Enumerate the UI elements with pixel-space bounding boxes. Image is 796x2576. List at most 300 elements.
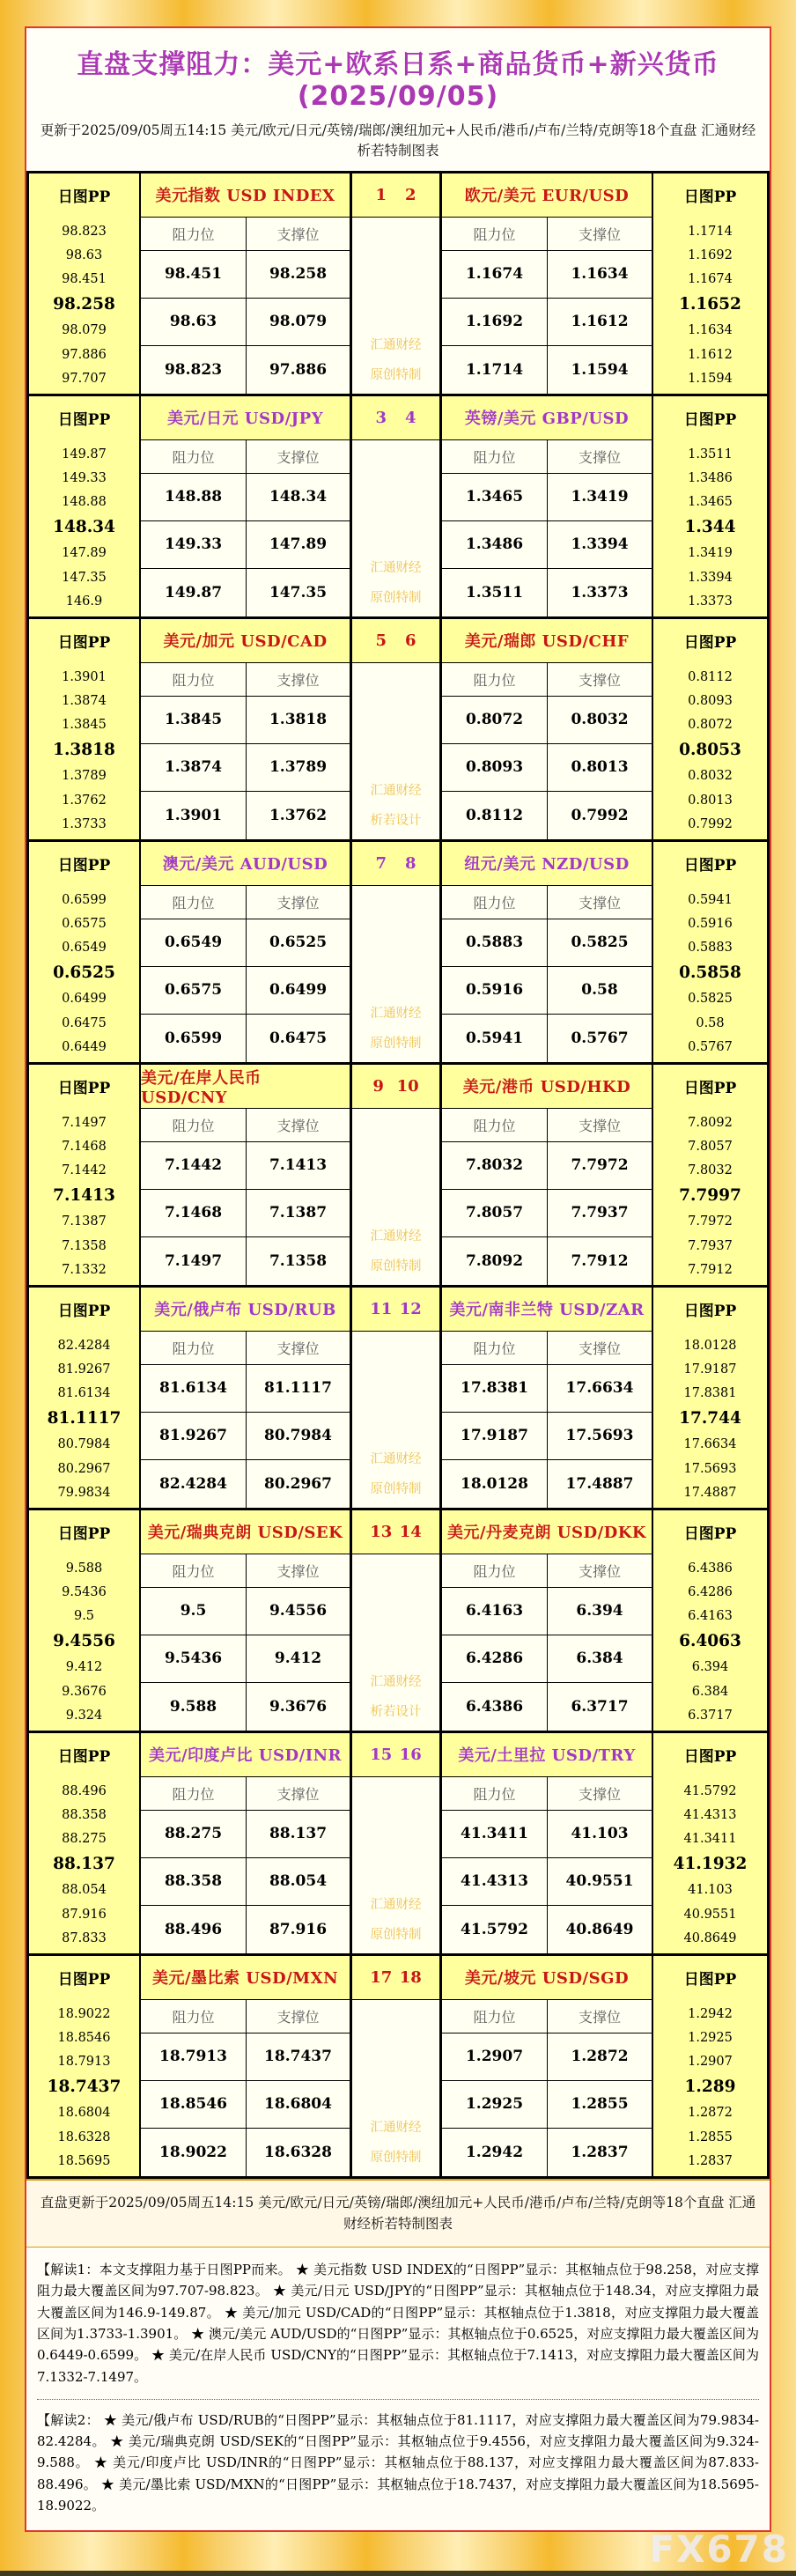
support-value: 97.886 xyxy=(247,346,352,394)
pp-value: 41.3411 xyxy=(683,1832,737,1847)
pp-header-left: 日图PP xyxy=(29,1956,141,2000)
pp-value: 1.3733 xyxy=(62,816,107,831)
support-value: 0.6525 xyxy=(247,919,352,967)
support-label: 支撑位 xyxy=(548,218,653,251)
resistance-value: 7.8032 xyxy=(442,1142,548,1190)
pp-ladder-right xyxy=(653,886,767,1062)
pp-value: 1.1594 xyxy=(688,371,733,386)
resistance-value: 18.0128 xyxy=(442,1460,548,1508)
support-value: 147.89 xyxy=(247,521,352,569)
pp-value: 149.33 xyxy=(62,470,107,485)
support-value: 80.7984 xyxy=(247,1413,352,1460)
pp-value: 87.916 xyxy=(62,1907,107,1922)
resistance-value: 1.2942 xyxy=(442,2129,548,2176)
pp-value: 7.1387 xyxy=(62,1214,107,1229)
pp-ladder-right xyxy=(653,1554,767,1731)
pp-header-right: 日图PP xyxy=(653,1065,767,1109)
resistance-label: 阻力位 xyxy=(442,2000,548,2033)
pair-title-right: 美元/坡元 USD/SGD xyxy=(442,1956,653,2000)
support-label: 支撑位 xyxy=(548,440,653,474)
pp-value: 88.496 xyxy=(62,1783,107,1798)
resistance-label: 阻力位 xyxy=(442,1554,548,1588)
pair-number-left: 5 xyxy=(375,631,387,650)
pp-value: 88.054 xyxy=(62,1883,107,1898)
pp-value: 0.8013 xyxy=(688,793,733,808)
pp-value: 6.4286 xyxy=(688,1584,733,1599)
pp-value: 7.8092 xyxy=(688,1115,733,1130)
resistance-value: 88.358 xyxy=(141,1858,247,1906)
support-value: 80.2967 xyxy=(247,1460,352,1508)
pp-value: 18.0128 xyxy=(683,1338,737,1353)
pp-value: 81.9267 xyxy=(57,1362,111,1377)
support-label: 支撑位 xyxy=(548,1109,653,1142)
pp-value: 1.1714 xyxy=(688,224,733,239)
pp-ladder-right xyxy=(653,440,767,616)
support-value: 1.3373 xyxy=(548,569,653,616)
pp-value: 88.275 xyxy=(62,1832,107,1847)
resistance-value: 6.4386 xyxy=(442,1683,548,1731)
pair-number-left: 13 xyxy=(370,1522,393,1541)
pp-pivot-value: 6.4063 xyxy=(679,1632,741,1651)
watermark-line: 汇通财经 xyxy=(370,1674,422,1689)
support-value: 1.1634 xyxy=(548,251,653,299)
support-value: 7.1413 xyxy=(247,1142,352,1190)
pp-ladder-left xyxy=(29,1777,141,1953)
support-value: 148.34 xyxy=(247,474,352,521)
pp-value: 6.384 xyxy=(691,1684,729,1699)
pair-title-right: 英镑/美元 GBP/USD xyxy=(442,396,653,440)
resistance-value: 1.1692 xyxy=(442,299,548,346)
support-value: 81.1117 xyxy=(247,1365,352,1413)
pp-value: 0.58 xyxy=(696,1015,725,1030)
pp-header-left: 日图PP xyxy=(29,1733,141,1777)
resistance-value: 6.4286 xyxy=(442,1635,548,1683)
pp-value: 41.4313 xyxy=(683,1807,737,1822)
pp-pivot-value: 18.7437 xyxy=(47,2078,122,2097)
support-label: 支撑位 xyxy=(247,663,352,697)
pp-header-right: 日图PP xyxy=(653,396,767,440)
pair-title-right: 美元/土里拉 USD/TRY xyxy=(442,1733,653,1777)
pp-value: 0.5767 xyxy=(688,1039,733,1054)
resistance-value: 0.5916 xyxy=(442,967,548,1015)
pp-value: 9.588 xyxy=(65,1561,103,1576)
pp-ladder-right xyxy=(653,1332,767,1508)
resistance-label: 阻力位 xyxy=(141,218,247,251)
resistance-label: 阻力位 xyxy=(442,440,548,474)
support-value: 0.58 xyxy=(548,967,653,1015)
watermark-line: 原创特制 xyxy=(370,1036,422,1051)
pp-value: 9.3676 xyxy=(62,1684,107,1699)
pp-value: 6.4163 xyxy=(688,1609,733,1624)
pp-pivot-value: 1.3818 xyxy=(53,741,115,760)
pp-value: 7.7912 xyxy=(688,1262,733,1277)
resistance-value: 17.9187 xyxy=(442,1413,548,1460)
pp-ladder-left xyxy=(29,218,141,394)
pair-title-right: 美元/瑞郎 USD/CHF xyxy=(442,619,653,663)
resistance-label: 阻力位 xyxy=(442,1109,548,1142)
site-watermark xyxy=(352,218,442,394)
pp-value: 80.7984 xyxy=(57,1437,111,1452)
pair-number-left: 17 xyxy=(370,1967,393,1987)
support-value: 18.6804 xyxy=(247,2081,352,2129)
pp-ladder-left xyxy=(29,1554,141,1731)
resistance-value: 82.4284 xyxy=(141,1460,247,1508)
pair-title-left: 美元指数 USD INDEX xyxy=(141,173,352,218)
pair-title-left: 美元/印度卢比 USD/INR xyxy=(141,1733,352,1777)
watermark-line: 汇通财经 xyxy=(370,783,422,798)
pair-number-left: 15 xyxy=(370,1745,393,1764)
pair-numbers xyxy=(352,1288,442,1332)
pair-title-left: 美元/俄卢布 USD/RUB xyxy=(141,1288,352,1332)
support-value: 1.3789 xyxy=(247,744,352,792)
resistance-value: 0.8112 xyxy=(442,792,548,839)
pair-title-left: 美元/日元 USD/JPY xyxy=(141,396,352,440)
support-value: 7.7912 xyxy=(548,1237,653,1285)
currency-pair-block xyxy=(29,1510,767,1733)
support-value: 40.9551 xyxy=(548,1858,653,1906)
resistance-value: 88.275 xyxy=(141,1811,247,1858)
footer-summary: 直盘更新于2025/09/05周五14:15 美元/欧元/日元/英镑/瑞郎/澳纽加元+人民币/港币/卢布/兰特/克朗等18个直盘 汇通财经析若特制图表 xyxy=(26,2179,770,2248)
watermark-line: 原创特制 xyxy=(370,590,422,605)
resistance-label: 阻力位 xyxy=(141,886,247,919)
resistance-value: 0.5883 xyxy=(442,919,548,967)
pp-value: 0.8032 xyxy=(688,769,733,784)
currency-pair-block xyxy=(29,173,767,396)
pp-header-left: 日图PP xyxy=(29,1288,141,1332)
resistance-value: 7.1442 xyxy=(141,1142,247,1190)
pair-numbers xyxy=(352,1510,442,1554)
resistance-value: 1.3486 xyxy=(442,521,548,569)
pp-value: 40.8649 xyxy=(683,1930,737,1945)
pp-header-left: 日图PP xyxy=(29,1065,141,1109)
support-value: 88.137 xyxy=(247,1811,352,1858)
pp-value: 1.2855 xyxy=(688,2129,733,2144)
watermark-line: 汇通财经 xyxy=(370,337,422,352)
pp-pivot-value: 98.258 xyxy=(53,295,115,314)
pp-value: 1.2872 xyxy=(688,2106,733,2121)
pp-value: 7.1497 xyxy=(62,1115,107,1130)
pp-value: 1.1674 xyxy=(688,272,733,287)
pp-value: 149.87 xyxy=(62,447,107,461)
pp-pivot-value: 0.8053 xyxy=(679,741,741,760)
pp-pivot-value: 17.744 xyxy=(679,1409,741,1428)
pp-value: 9.324 xyxy=(65,1708,103,1723)
resistance-label: 阻力位 xyxy=(141,440,247,474)
support-value: 6.384 xyxy=(548,1635,653,1683)
currency-pair-block xyxy=(29,1288,767,1510)
pp-value: 98.63 xyxy=(65,247,103,262)
currency-pair-block xyxy=(29,1956,767,2176)
support-value: 9.4556 xyxy=(247,1588,352,1635)
pair-number-left: 3 xyxy=(375,408,387,427)
support-value: 7.7937 xyxy=(548,1190,653,1237)
resistance-label: 阻力位 xyxy=(141,663,247,697)
support-value: 0.5767 xyxy=(548,1015,653,1062)
pair-title-left: 澳元/美元 AUD/USD xyxy=(141,842,352,886)
pp-value: 18.6804 xyxy=(57,2106,111,2121)
watermark-line: 原创特制 xyxy=(370,367,422,382)
pp-ladder-left xyxy=(29,663,141,839)
support-label: 支撑位 xyxy=(247,1332,352,1365)
support-value: 17.5693 xyxy=(548,1413,653,1460)
pp-header-right: 日图PP xyxy=(653,1510,767,1554)
support-value: 17.6634 xyxy=(548,1365,653,1413)
watermark-line: 汇通财经 xyxy=(370,1897,422,1912)
pp-value: 0.6549 xyxy=(62,941,107,956)
pp-value: 1.1692 xyxy=(688,247,733,262)
pp-value: 7.7972 xyxy=(688,1214,733,1229)
pp-value: 80.2967 xyxy=(57,1461,111,1476)
pp-value: 40.9551 xyxy=(683,1907,737,1922)
resistance-value: 41.5792 xyxy=(442,1906,548,1953)
currency-pair-block xyxy=(29,1065,767,1288)
pp-pivot-value: 1.344 xyxy=(684,518,736,537)
support-value: 0.6475 xyxy=(247,1015,352,1062)
support-value: 6.394 xyxy=(548,1588,653,1635)
support-value: 147.35 xyxy=(247,569,352,616)
pair-numbers xyxy=(352,1956,442,2000)
support-label: 支撑位 xyxy=(548,663,653,697)
pp-value: 1.2837 xyxy=(688,2153,733,2168)
resistance-label: 阻力位 xyxy=(141,1554,247,1588)
watermark-line: 汇通财经 xyxy=(370,560,422,575)
pp-value: 9.412 xyxy=(65,1660,103,1675)
support-value: 7.7972 xyxy=(548,1142,653,1190)
resistance-value: 149.33 xyxy=(141,521,247,569)
watermark-line: 汇通财经 xyxy=(370,1006,422,1021)
pp-ladder-left xyxy=(29,440,141,616)
pp-value: 1.2907 xyxy=(688,2055,733,2070)
resistance-value: 1.2907 xyxy=(442,2033,548,2081)
support-value: 18.6328 xyxy=(247,2129,352,2176)
watermark-line: 汇通财经 xyxy=(370,2120,422,2135)
pp-value: 0.6475 xyxy=(62,1015,107,1030)
pp-value: 97.707 xyxy=(62,371,107,386)
content-panel xyxy=(25,26,771,2532)
resistance-label: 阻力位 xyxy=(141,1777,247,1811)
resistance-value: 0.5941 xyxy=(442,1015,548,1062)
note-interpretation-2: 【解读2： ★ 美元/俄卢布 USD/RUB的“日图PP”显示：其枢轴点位于81.1117，对应支撑阻力最大覆盖区间为79.9834-82.4284。 ★ 美元/瑞典克朗 USD/SEK的“日图PP”显示：其枢轴点位于9.4556，对应支撑阻力最大覆盖区间为9.324-9.588。 ★ 美元/印度卢比 USD/INR的“日图PP”显示：其枢轴点位于88.137，对应支撑阻力最大覆盖区间为87.833-88.496。 ★ 美元/墨比索 USD/MXN的“日图PP”显示：其枢轴点位于18.7437，对应支撑阻力最大覆盖区间为18.5695-18.9022。 xyxy=(37,2411,759,2514)
resistance-label: 阻力位 xyxy=(442,1332,548,1365)
resistance-value: 1.2925 xyxy=(442,2081,548,2129)
resistance-value: 7.8057 xyxy=(442,1190,548,1237)
note-interpretation-1: 【解读1：本文支撑阻力基于日图PP而来。 ★ 美元指数 USD INDEX的“日图PP”显示：其枢轴点位于98.258，对应支撑阻力最大覆盖区间为97.707-98.823。 ★ 美元/日元 USD/JPY的“日图PP”显示：其枢轴点位于148.34，对应支撑阻力最大覆盖区间为146.9-149.87。 ★ 美元/加元 USD/CAD的“日图PP”显示：其枢轴点位于1.3818，对应支撑阻力最大覆盖区间为1.3733-1.3901。 ★ 澳元/美元 AUD/USD的“日图PP”显示：其枢轴点位于0.6525，对应支撑阻力最大覆盖区间为0.6449-0.6599。 ★ 美元/在岸人民币 USD/CNY的“日图PP”显示：其枢轴点位于7.1413，对应支撑阻力最大覆盖区间为7.1332-7.1497。 xyxy=(37,2259,759,2400)
support-value: 1.2855 xyxy=(548,2081,653,2129)
pp-value: 17.8381 xyxy=(683,1386,737,1401)
pair-number-right: 10 xyxy=(396,1076,419,1096)
pair-numbers xyxy=(352,396,442,440)
pp-ladder-left xyxy=(29,2000,141,2176)
pp-pivot-value: 0.6525 xyxy=(53,963,115,983)
resistance-value: 98.823 xyxy=(141,346,247,394)
watermark-line: 原创特制 xyxy=(370,1258,422,1273)
pair-title-right: 欧元/美元 EUR/USD xyxy=(442,173,653,218)
pair-number-left: 11 xyxy=(370,1299,393,1318)
resistance-value: 98.63 xyxy=(141,299,247,346)
resistance-label: 阻力位 xyxy=(141,1332,247,1365)
pp-value: 9.5 xyxy=(73,1609,95,1624)
site-watermark xyxy=(352,886,442,1062)
pp-value: 18.7913 xyxy=(57,2055,111,2070)
pp-value: 87.833 xyxy=(62,1930,107,1945)
pp-pivot-value: 7.1413 xyxy=(53,1186,115,1206)
pp-header-left: 日图PP xyxy=(29,842,141,886)
resistance-value: 1.1674 xyxy=(442,251,548,299)
site-watermark xyxy=(352,1554,442,1731)
support-value: 1.3394 xyxy=(548,521,653,569)
resistance-value: 0.8093 xyxy=(442,744,548,792)
currency-pair-block xyxy=(29,396,767,619)
site-watermark xyxy=(352,663,442,839)
pp-value: 146.9 xyxy=(65,594,103,609)
pp-value: 18.5695 xyxy=(57,2153,111,2168)
pp-header-right: 日图PP xyxy=(653,619,767,663)
resistance-value: 1.3511 xyxy=(442,569,548,616)
resistance-value: 88.496 xyxy=(141,1906,247,1953)
pair-title-right: 美元/南非兰特 USD/ZAR xyxy=(442,1288,653,1332)
pp-value: 98.451 xyxy=(62,272,107,287)
watermark-line: 原创特制 xyxy=(370,1927,422,1942)
pp-value: 7.1358 xyxy=(62,1238,107,1253)
support-value: 1.3419 xyxy=(548,474,653,521)
pair-number-right: 2 xyxy=(404,185,416,204)
pp-header-right: 日图PP xyxy=(653,1956,767,2000)
pp-value: 1.2942 xyxy=(688,2006,733,2021)
pp-value: 0.8112 xyxy=(688,669,733,684)
pp-header-right: 日图PP xyxy=(653,1288,767,1332)
pp-value: 98.079 xyxy=(62,323,107,338)
pair-title-left: 美元/在岸人民币 USD/CNY xyxy=(141,1065,352,1109)
pp-value: 41.5792 xyxy=(683,1783,737,1798)
pp-value: 7.1468 xyxy=(62,1139,107,1154)
pair-title-left: 美元/加元 USD/CAD xyxy=(141,619,352,663)
pp-value: 1.3845 xyxy=(62,718,107,733)
support-label: 支撑位 xyxy=(247,440,352,474)
pp-value: 147.89 xyxy=(62,546,107,561)
pp-ladder-left xyxy=(29,886,141,1062)
pp-value: 148.88 xyxy=(62,495,107,510)
support-value: 87.916 xyxy=(247,1906,352,1953)
pp-value: 1.3486 xyxy=(688,470,733,485)
pp-header-left: 日图PP xyxy=(29,396,141,440)
pp-pivot-value: 148.34 xyxy=(53,518,115,537)
resistance-label: 阻力位 xyxy=(442,1777,548,1811)
support-value: 1.1594 xyxy=(548,346,653,394)
pp-value: 1.1634 xyxy=(688,323,733,338)
pp-value: 1.3394 xyxy=(688,570,733,585)
gold-footer-band xyxy=(0,2528,796,2572)
support-label: 支撑位 xyxy=(247,2000,352,2033)
resistance-value: 17.8381 xyxy=(442,1365,548,1413)
support-label: 支撑位 xyxy=(247,1777,352,1811)
pp-value: 6.394 xyxy=(691,1660,729,1675)
pp-value: 1.3511 xyxy=(688,447,733,461)
support-value: 1.3762 xyxy=(247,792,352,839)
bottom-strip xyxy=(0,2571,796,2576)
pp-header-left: 日图PP xyxy=(29,173,141,218)
watermark-line: 汇通财经 xyxy=(370,1451,422,1466)
pair-number-left: 7 xyxy=(375,853,387,873)
pp-value: 18.9022 xyxy=(57,2006,111,2021)
resistance-value: 1.3465 xyxy=(442,474,548,521)
watermark-line: 原创特制 xyxy=(370,1481,422,1496)
pp-value: 0.5825 xyxy=(688,992,733,1007)
pp-value: 1.1612 xyxy=(688,347,733,362)
resistance-value: 7.1468 xyxy=(141,1190,247,1237)
support-value: 7.1387 xyxy=(247,1190,352,1237)
watermark-line: 原创特制 xyxy=(370,2150,422,2165)
support-value: 1.2837 xyxy=(548,2129,653,2176)
support-value: 9.3676 xyxy=(247,1683,352,1731)
pp-value: 6.3717 xyxy=(688,1708,733,1723)
pp-pivot-value: 1.1652 xyxy=(679,295,741,314)
pp-value: 18.6328 xyxy=(57,2129,111,2144)
pp-value: 7.7937 xyxy=(688,1238,733,1253)
pp-value: 7.1332 xyxy=(62,1262,107,1277)
support-label: 支撑位 xyxy=(247,886,352,919)
resistance-value: 149.87 xyxy=(141,569,247,616)
pp-ladder-right xyxy=(653,218,767,394)
resistance-label: 阻力位 xyxy=(442,663,548,697)
support-label: 支撑位 xyxy=(247,1554,352,1588)
resistance-value: 0.6575 xyxy=(141,967,247,1015)
pair-title-right: 纽元/美元 NZD/USD xyxy=(442,842,653,886)
currency-pair-block xyxy=(29,619,767,842)
pair-number-left: 9 xyxy=(372,1076,384,1096)
support-value: 0.6499 xyxy=(247,967,352,1015)
pair-title-right: 美元/丹麦克朗 USD/DKK xyxy=(442,1510,653,1554)
site-watermark xyxy=(352,1332,442,1508)
site-watermark xyxy=(352,1777,442,1953)
pp-value: 17.5693 xyxy=(683,1461,737,1476)
pair-numbers xyxy=(352,1733,442,1777)
pair-number-right: 18 xyxy=(399,1967,422,1987)
resistance-value: 7.1497 xyxy=(141,1237,247,1285)
pp-header-left: 日图PP xyxy=(29,619,141,663)
pp-pivot-value: 41.1932 xyxy=(673,1855,748,1874)
pp-ladder-right xyxy=(653,1109,767,1285)
pair-number-right: 8 xyxy=(404,853,416,873)
pp-value: 18.8546 xyxy=(57,2030,111,2045)
support-value: 1.3818 xyxy=(247,697,352,744)
pair-numbers xyxy=(352,619,442,663)
support-value: 6.3717 xyxy=(548,1683,653,1731)
support-value: 1.2872 xyxy=(548,2033,653,2081)
support-value: 9.412 xyxy=(247,1635,352,1683)
currency-pair-block xyxy=(29,1733,767,1956)
pp-value: 6.4386 xyxy=(688,1561,733,1576)
pp-value: 98.823 xyxy=(62,224,107,239)
pp-pivot-value: 9.4556 xyxy=(53,1632,115,1651)
pp-value: 0.6575 xyxy=(62,916,107,931)
pp-value: 1.3901 xyxy=(62,669,107,684)
pp-value: 1.3373 xyxy=(688,594,733,609)
resistance-value: 1.3845 xyxy=(141,697,247,744)
watermark-line: 汇通财经 xyxy=(370,1229,422,1244)
resistance-value: 1.3901 xyxy=(141,792,247,839)
pair-title-left: 美元/墨比索 USD/MXN xyxy=(141,1956,352,2000)
pp-value: 0.6499 xyxy=(62,992,107,1007)
pp-value: 1.3419 xyxy=(688,546,733,561)
resistance-value: 98.451 xyxy=(141,251,247,299)
pp-value: 0.8093 xyxy=(688,693,733,708)
resistance-value: 18.7913 xyxy=(141,2033,247,2081)
pair-number-right: 14 xyxy=(399,1522,422,1541)
support-label: 支撑位 xyxy=(548,886,653,919)
pp-value: 0.6449 xyxy=(62,1039,107,1054)
pp-pivot-value: 81.1117 xyxy=(47,1409,122,1428)
support-value: 98.079 xyxy=(247,299,352,346)
